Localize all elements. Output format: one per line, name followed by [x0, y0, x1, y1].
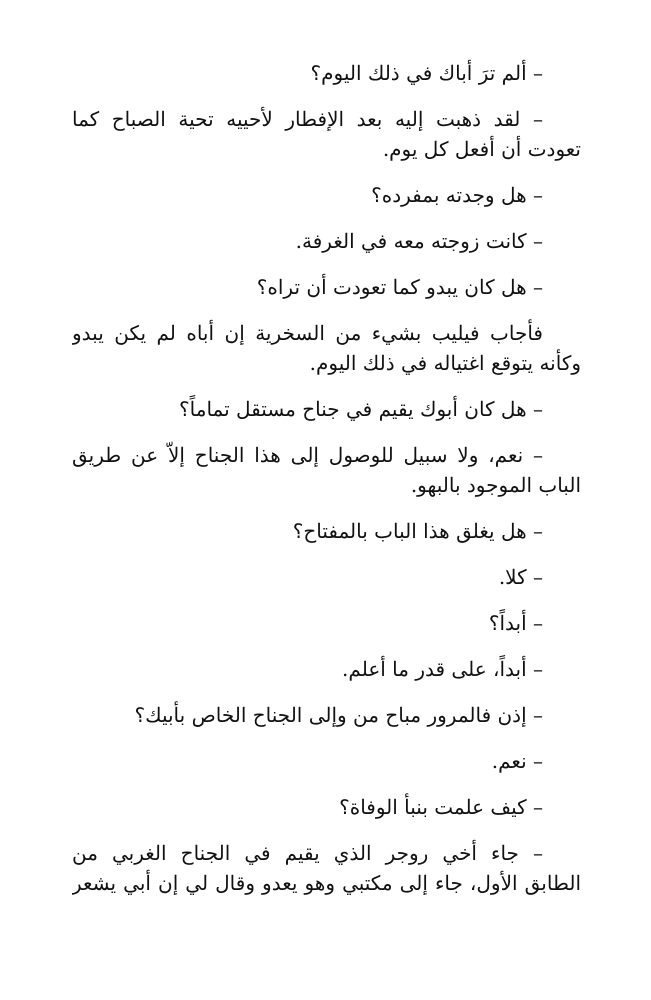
dialogue-paragraph [72, 180, 581, 210]
dialogue-paragraph [72, 608, 581, 638]
text-line: الباب الموجود بالبهو. [410, 473, 581, 497]
text-line: – إذن فالمرور مباح من وإلى الجناح الخاص بأبيك؟ [134, 703, 543, 727]
text-line: – جاء أخي روجر الذي يقيم في الجناح الغربي من [72, 841, 543, 865]
dialogue-paragraph [72, 562, 581, 592]
text-line: – أبداً؟ [488, 611, 543, 635]
text-line: فأجاب فيليب بشيء من السخرية إن أباه لم يكن يبدو [72, 321, 543, 345]
text-line: – نعم، ولا سبيل للوصول إلى هذا الجناح إلاّ عن طريق [72, 443, 543, 467]
dialogue-paragraph [72, 394, 581, 424]
dialogue-paragraph [72, 746, 581, 776]
text-line: – هل وجدته بمفرده؟ [371, 183, 543, 207]
dialogue-paragraph [72, 226, 581, 256]
text-line: الطابق الأول، جاء إلى مكتبي وهو يعدو وقال لي إن أبي يشعر [72, 871, 581, 895]
dialogue-paragraph [72, 104, 581, 164]
dialogue-paragraph [72, 272, 581, 302]
text-line: – كيف علمت بنبأ الوفاة؟ [339, 795, 543, 819]
dialogue-paragraph [72, 516, 581, 546]
text-line: – كانت زوجته معه في الغرفة. [295, 229, 543, 253]
text-line: – نعم. [491, 749, 543, 773]
text-line: – ألم ترَ أباك في ذلك اليوم؟ [310, 61, 543, 85]
text-line: وكأنه يتوقع اغتياله في ذلك اليوم. [309, 351, 581, 375]
text-line: – أبداً، على قدر ما أعلم. [342, 657, 543, 681]
text-line: تعودت أن أفعل كل يوم. [382, 137, 581, 161]
dialogue-paragraph [72, 838, 581, 898]
dialogue-paragraph [72, 58, 581, 88]
text-line: – لقد ذهبت إليه بعد الإفطار لأحييه تحية الصباح كما [72, 107, 543, 131]
text-line: – كلا. [498, 565, 543, 589]
narration-paragraph [72, 318, 581, 378]
dialogue-paragraph [72, 792, 581, 822]
dialogue-paragraph [72, 654, 581, 684]
text-line: – هل كان يبدو كما تعودت أن تراه؟ [256, 275, 543, 299]
text-line: – هل كان أبوك يقيم في جناح مستقل تماماً؟ [179, 397, 543, 421]
text-line: – هل يغلق هذا الباب بالمفتاح؟ [292, 519, 543, 543]
dialogue-paragraph [72, 700, 581, 730]
dialogue-paragraph [72, 440, 581, 500]
